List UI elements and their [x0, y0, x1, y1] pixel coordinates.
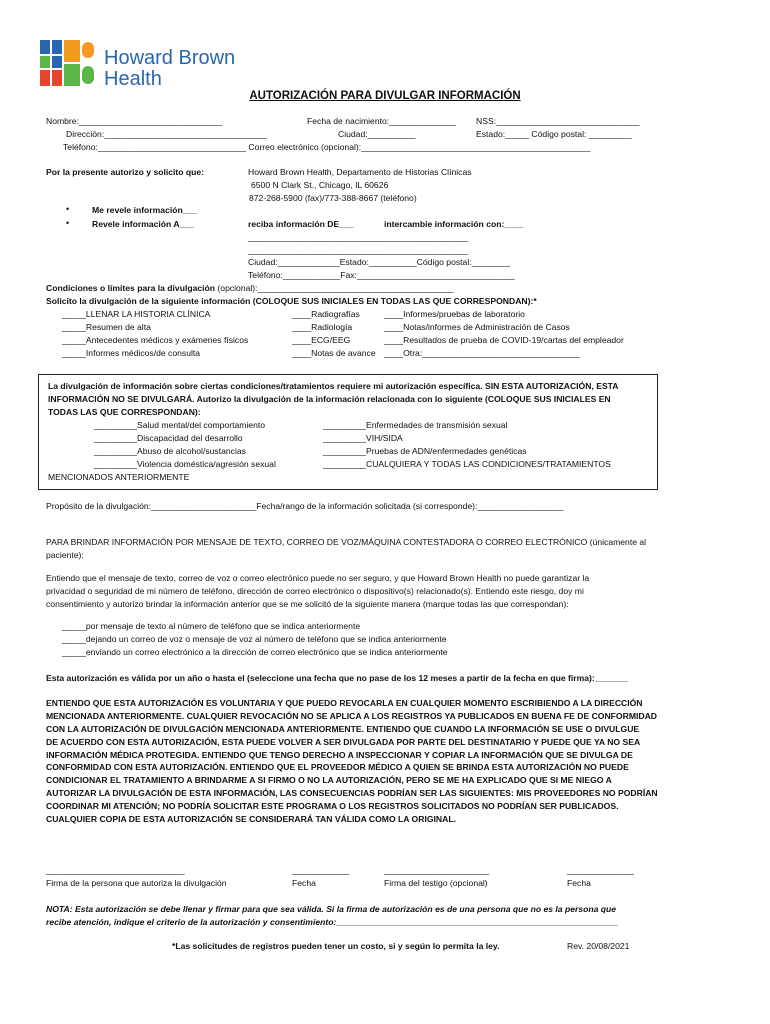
- info-item[interactable]: _____Resumen de alta: [62, 322, 151, 332]
- validity-statement[interactable]: Esta autorización es válida por un año o hasta el (seleccione una fecha que no pase de los 12 meses a partir de la fecha en que firma):_______: [46, 673, 629, 683]
- sensitive-item[interactable]: _________Enfermedades de transmisión sexual: [323, 420, 508, 430]
- sensitive-item[interactable]: _________Salud mental/del comportamiento: [94, 420, 266, 430]
- witness-signature-label: Firma del testigo (opcional): [384, 878, 488, 888]
- electronic-option-text[interactable]: _____por mensaje de texto al número de teléfono que se indica anteriormente: [62, 621, 361, 631]
- conditions-rest: (opcional):_________________________________________: [215, 283, 454, 293]
- witness-date-label: Fecha: [567, 878, 591, 888]
- sensitive-item[interactable]: _________CUALQUIERA Y TODAS LAS CONDICIONES/TRATAMIENTOS: [323, 459, 611, 469]
- purpose-field[interactable]: Propósito de la divulgación:______________________Fecha/rango de la información solicitada (si corresponde):__________________: [46, 501, 564, 511]
- direccion-field[interactable]: Dirección:__________________________________: [66, 129, 267, 139]
- info-item[interactable]: _____Antecedentes médicos y exámenes físicos: [62, 335, 249, 345]
- conditions-row[interactable]: [46, 283, 454, 293]
- estado-field[interactable]: Estado:_____ Código postal: _________: [476, 129, 632, 139]
- info-item[interactable]: ____Radiografías: [292, 309, 360, 319]
- org-name: Howard Brown Health, Departamento de Historias Clínicas: [248, 167, 472, 177]
- sensitive-intro-3: TODAS LAS QUE CORRESPONDAN):: [48, 407, 201, 417]
- sensitive-item[interactable]: _________VIH/SIDA: [323, 433, 403, 443]
- ciudad-field[interactable]: Ciudad:__________: [338, 129, 416, 139]
- nss-field[interactable]: NSS:______________________________: [476, 116, 640, 126]
- footer-note: *Las solicitudes de registros pueden tener un costo, si y según lo permita la ley.: [172, 941, 500, 951]
- date-line[interactable]: ____________: [292, 865, 350, 875]
- info-item[interactable]: ____Notas/informes de Administración de Casos: [384, 322, 570, 332]
- option-reveal-to-me[interactable]: Me revele información___: [92, 205, 198, 215]
- legal-line: INFORMACIÓN MÉDICA PROTEGIDA. ENTIENDO QUE TENGO DERECHO A INSPECCIONAR Y COPIAR LA INFORMACIÓN QUE SE DIVULGA DE: [46, 750, 633, 760]
- info-item[interactable]: ____Informes/pruebas de laboratorio: [384, 309, 525, 319]
- witness-date-line[interactable]: ______________: [567, 865, 634, 875]
- fecha-nacimiento-field[interactable]: Fecha de nacimiento:______________: [307, 116, 457, 126]
- sensitive-item[interactable]: _________Violencia doméstica/agresión sexual: [94, 459, 276, 469]
- org-phone: 872-268-5900 (fax)/773-388-8667 (teléfono): [249, 193, 417, 203]
- info-item[interactable]: _____LLENAR LA HISTORIA CLÍNICA: [62, 309, 211, 319]
- legal-line: COORDINAR MI ATENCIÓN; NO PODRÍA SOLICITAR ESTE PROGRAMA O LOS REGISTROS SOLICITADOS NO PODRÍAN SER PUBLICADOS.: [46, 801, 619, 811]
- revision-date: Rev. 20/08/2021: [567, 941, 630, 951]
- sensitive-item[interactable]: _________Abuso de alcohol/sustancias: [94, 446, 246, 456]
- legal-line: CON LA AUTORIZACIÓN DE DIVULGACIÓN MENCIONADA ANTERIORMENTE. ENTIENDO QUE CUANDO LA INFORMACIÓN SE USE O DIVULGUE: [46, 724, 640, 734]
- witness-signature-line[interactable]: ______________________: [384, 865, 490, 875]
- option-reveal-to[interactable]: Revele información A___: [92, 219, 194, 229]
- legal-line: CONDICIONAR EL TRATAMIENTO A BRINDARME A SI FIRMO O NO LA AUTORIZACIÓN, PERO SE ME HA EXPLICADO QUE SI ME NIEGO A: [46, 775, 612, 785]
- info-item[interactable]: _____Informes médicos/de consulta: [62, 348, 201, 358]
- brand-name-line2: Health: [104, 68, 162, 90]
- sensitive-item[interactable]: _________Pruebas de ADN/enfermedades genéticas: [323, 446, 527, 456]
- legal-line: CUALQUIER COPIA DE ESTA AUTORIZACIÓN SE CONSIDERARÁ TAN VÁLIDA COMO LA ORIGINAL.: [46, 814, 456, 824]
- signature-line[interactable]: _____________________________: [46, 865, 185, 875]
- option-exchange-with[interactable]: intercambie información con:____: [384, 219, 524, 229]
- electronic-heading-2: paciente):: [46, 550, 84, 560]
- authorize-label: Por la presente autorizo y solicito que:: [46, 167, 205, 177]
- brand-name-line1: Howard Brown: [104, 47, 236, 69]
- bullet-icon: •: [66, 204, 70, 214]
- legal-line: DE ACUERDO CON ESTA AUTORIZACIÓN, ESTA PUEDE VOLVER A SER DIVULGADA POR PARTE DEL DESTINATARIO Y PUEDE QUE YA NO SEA: [46, 737, 641, 747]
- sensitive-intro-2: INFORMACIÓN NO SE DIVULGARÁ. Autorizo la divulgación de la información relacionada con lo siguiente (COLOQUE SUS INICIALES EN: [48, 394, 611, 404]
- telefono-email-field[interactable]: Teléfono:_______________________________ Correo electrónico (opcional):________________________________________________: [63, 142, 591, 152]
- howard-brown-logo-icon: [38, 38, 98, 88]
- info-item[interactable]: ____ECG/EEG: [292, 335, 351, 345]
- info-item[interactable]: ____Notas de avance: [292, 348, 376, 358]
- signature-label: Firma de la persona que autoriza la divulgación: [46, 878, 227, 888]
- sensitive-footer: MENCIONADOS ANTERIORMENTE: [48, 472, 190, 482]
- brand-name: [104, 48, 235, 90]
- electronic-option-email[interactable]: _____enviando un correo electrónico a la dirección de correo electrónico que se indica anteriormente: [62, 647, 448, 657]
- recipient-phone-line[interactable]: Teléfono:____________Fax:_________________________________: [248, 270, 515, 280]
- electronic-option-voicemail[interactable]: _____dejando un correo de voz o mensaje de voz al número de teléfono que se indica anteriormente: [62, 634, 447, 644]
- info-item[interactable]: ____Otra:_________________________________: [384, 348, 580, 358]
- recipient-line-1[interactable]: ______________________________________________: [248, 232, 468, 242]
- org-address: 6500 N Clark St., Chicago, IL 60626: [251, 180, 389, 190]
- date-label: Fecha: [292, 878, 316, 888]
- recipient-line-2[interactable]: ______________________________________________: [248, 245, 468, 255]
- sensitive-intro-1: La divulgación de información sobre ciertas condiciones/tratamientos requiere mi autorización específica. SIN ESTA AUTORIZACIÓN, ESTA: [48, 381, 619, 391]
- info-item[interactable]: ____Radiología: [292, 322, 353, 332]
- bullet-icon: •: [66, 218, 70, 228]
- legal-line: CONFORMIDAD CON ESTA AUTORIZACIÓN. ENTIENDO QUE EL PROVEEDOR MÉDICO A QUIEN SE BRINDA ESTA AUTORIZACIÓN NO PUEDE: [46, 762, 629, 772]
- electronic-text-2: privacidad o seguridad de mi número de teléfono, dirección de correo electrónico o dispositivo(s) relacionado(s). Entiendo este riesgo, doy mi: [46, 586, 584, 596]
- request-label: Solicito la divulgación de la siguiente información (COLOQUE SUS INICIALES EN TODAS LAS QUE CORRESPONDAN):*: [46, 296, 537, 306]
- form-title: AUTORIZACIÓN PARA DIVULGAR INFORMACIÓN: [249, 90, 521, 102]
- recipient-city-line[interactable]: Ciudad:_____________Estado:__________Código postal:________: [248, 257, 510, 267]
- nombre-field[interactable]: Nombre:______________________________: [46, 116, 223, 126]
- electronic-text-3: consentimiento y autorizo brindar la información anterior que se me solicitó de la siguiente manera (marque todas las que correspondan):: [46, 599, 569, 609]
- legal-line: AUTORIZAR LA DIVULGACIÓN DE ESTA INFORMACIÓN, LAS CONSECUENCIAS PODRÍAN SER LAS SIGUIENTES: MIS PROVEEDORES NO PODRÍAN: [46, 788, 658, 798]
- legal-line: MENCIONADA ANTERIORMENTE. CUALQUIER REVOCACIÓN NO SE APLICA A LOS REGISTROS YA PUBLICADOS EN BUENA FE DE CONFORMIDAD: [46, 711, 657, 721]
- conditions-label: Condiciones o límites para la divulgación: [46, 283, 216, 293]
- electronic-heading: PARA BRINDAR INFORMACIÓN POR MENSAJE DE TEXTO, CORREO DE VOZ/MÁQUINA CONTESTADORA O CORREO ELECTRÓNICO (únicamente al: [46, 537, 647, 547]
- info-item[interactable]: ____Resultados de prueba de COVID-19/cartas del empleador: [384, 335, 624, 345]
- electronic-text-1: Entiendo que el mensaje de texto, correo de voz o correo electrónico puede no ser seguro, y que Howard Brown Health no puede garantizar la: [46, 573, 590, 583]
- sensitive-item[interactable]: _________Discapacidad del desarrollo: [94, 433, 243, 443]
- note-line-2[interactable]: recibe atención, indique el criterio de la autorización y consentimiento:___________________________________________________________: [46, 917, 619, 927]
- option-receive-from[interactable]: reciba información DE___: [248, 219, 354, 229]
- note-line-1: NOTA: Esta autorización se debe llenar y firmar para que sea válida. Si la firma de autorización es de una persona que no es la persona que: [46, 904, 617, 914]
- legal-line: ENTIENDO QUE ESTA AUTORIZACIÓN ES VOLUNTARIA Y QUE PUEDO REVOCARLA EN CUALQUIER MOMENTO ESCRIBIENDO A LA DIRECCIÓN: [46, 698, 643, 708]
